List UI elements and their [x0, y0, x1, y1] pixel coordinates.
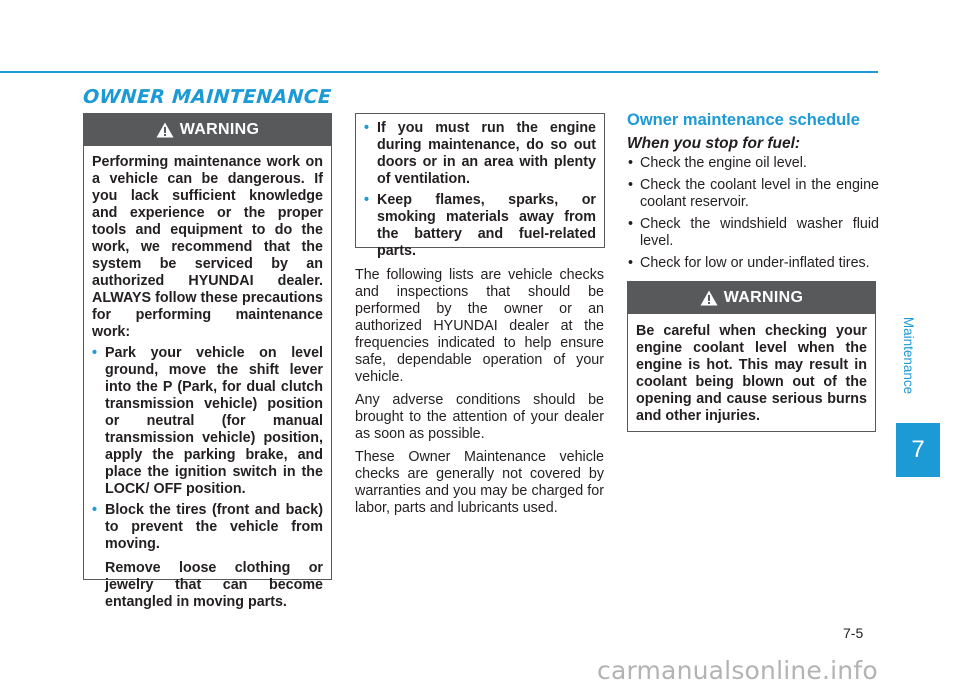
schedule-subheading: When you stop for fuel:: [627, 135, 801, 152]
bullet-dot-icon: •: [92, 502, 98, 518]
warning-box-left: [83, 113, 332, 610]
warning-bullet-text: Keep flames, sparks, or smoking materials away from the battery and fuel-related parts.: [377, 192, 596, 259]
warning-triangle-icon: [156, 122, 174, 138]
paragraph: The following lists are vehicle checks and inspections that should be performed by the owner or an authorized HYUNDAI dealer at the frequencies indicated to help ensure safe, dependable operation of your vehicle.: [355, 267, 604, 385]
bullet-dot-icon: •: [628, 155, 634, 171]
warning-bullet: [364, 120, 596, 188]
list-item-text: Check for low or under-inflated tires.: [640, 255, 870, 271]
warning-extra: Remove loose clothing or jewelry that can become entangled in moving parts.: [105, 560, 323, 610]
list-item-text: Check the coolant level in the engine coolant reservoir.: [640, 177, 879, 210]
warning-header-label: WARNING: [179, 121, 260, 138]
paragraph: Any adverse conditions should be brought to the attention of your dealer as soon as possible.: [355, 392, 604, 442]
warning-intro: Performing maintenance work on a vehicle can be dangerous. If you lack sufficient knowledge and experience or the proper tools and equipment to do the work, we recommend that the system be serviced by an authorized HYUNDAI dealer. ALWAYS follow these precautions for performing maintenance work:: [92, 154, 323, 340]
warning-header: [84, 114, 331, 146]
warning-bullet: [364, 192, 596, 260]
bullet-dot-icon: •: [628, 216, 634, 232]
warning-body: [628, 314, 875, 425]
list-item: [627, 177, 879, 211]
bullet-dot-icon: •: [628, 255, 634, 271]
list-item-text: Check the engine oil level.: [640, 155, 807, 171]
paragraph: These Owner Maintenance vehicle checks are generally not covered by warranties and you may be charged for labor, parts and lubricants used.: [355, 449, 604, 516]
list-item: [627, 255, 879, 272]
warning-bullet-text: If you must run the engine during maintenance, do so out doors or in an area with plenty of ventilation.: [377, 120, 596, 187]
warning-triangle-icon: [700, 290, 718, 306]
list-item: [627, 216, 879, 250]
bullet-dot-icon: •: [364, 120, 370, 136]
warning-header-label: WARNING: [723, 289, 804, 306]
list-item-text: Check the windshield washer fluid level.: [640, 216, 879, 249]
warning-body: [356, 114, 604, 260]
bullet-dot-icon: •: [364, 192, 370, 208]
warning-box-middle: [355, 113, 605, 259]
top-rule: [0, 71, 878, 73]
watermark: carmanualsonline.info: [597, 656, 878, 685]
warning-bullet-text: Park your vehicle on level ground, move the shift lever into the P (Park, for dual clutch transmission vehicle) position or neutral (for manual transmission vehicle) position, apply the parking brake, and place the ignition switch in the LOCK/ OFF position.: [105, 345, 323, 497]
warning-header: [628, 282, 875, 314]
page-number: 7-5: [843, 625, 864, 641]
section-title: OWNER MAINTENANCE: [82, 86, 333, 108]
middle-column: [355, 267, 604, 517]
schedule-heading: Owner maintenance schedule: [627, 111, 860, 129]
chapter-tab[interactable]: [896, 423, 940, 477]
warning-bullet: [92, 345, 323, 498]
list-item: [627, 155, 879, 172]
warning-body: [84, 146, 331, 611]
checklist: [627, 155, 879, 277]
warning-box-right: [627, 281, 876, 432]
chapter-number: 7: [911, 436, 925, 463]
warning-bullet: [92, 502, 323, 553]
warning-bullet-text: Block the tires (front and back) to prevent the vehicle from moving.: [105, 502, 323, 552]
warning-text: Be careful when checking your engine coolant level when the engine is hot. This may result in coolant being blown out of the opening and cause serious burns and other injuries.: [636, 323, 867, 424]
chapter-side-label: [898, 290, 920, 420]
bullet-dot-icon: •: [92, 345, 98, 361]
bullet-dot-icon: •: [628, 177, 634, 193]
chapter-label: Maintenance: [901, 316, 917, 394]
